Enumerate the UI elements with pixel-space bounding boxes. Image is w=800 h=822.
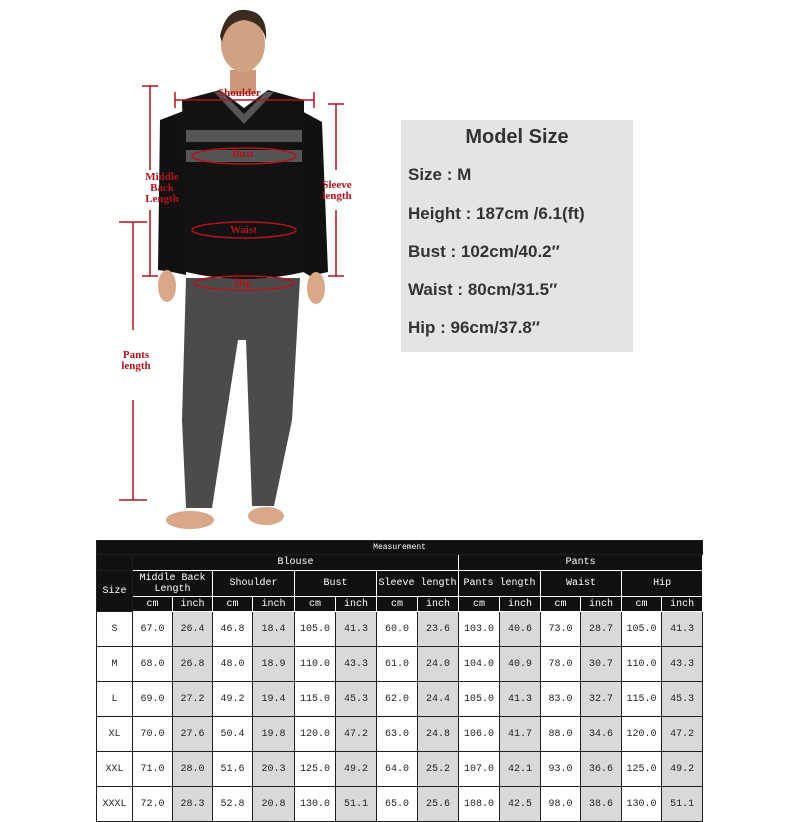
measurement-cell: 98.0 <box>541 787 581 822</box>
measurement-cell: 28.7 <box>581 612 622 647</box>
unit-header-row <box>97 597 703 612</box>
table-row <box>97 752 703 787</box>
measurement-cell: 49.2 <box>662 752 703 787</box>
table-row <box>97 717 703 752</box>
measurement-cell: 41.3 <box>336 612 377 647</box>
shoulder-label: Shoulder <box>218 87 261 99</box>
measurement-cell: 60.0 <box>377 612 418 647</box>
unit-inch-header: inch <box>500 597 541 612</box>
measurement-cell: 25.2 <box>418 752 459 787</box>
column-header-waist: Waist <box>541 571 622 597</box>
blouse-group-header: Blouse <box>133 555 459 571</box>
measurement-cell: 83.0 <box>541 682 581 717</box>
measurement-cell: 130.0 <box>622 787 662 822</box>
measurement-cell: 30.7 <box>581 647 622 682</box>
hip-label: Hip <box>234 277 252 289</box>
column-header-pants-length: Pants length <box>459 571 541 597</box>
measurement-cell: 115.0 <box>295 682 336 717</box>
measurement-cell: 115.0 <box>622 682 662 717</box>
unit-cm-header: cm <box>377 597 418 612</box>
table-row <box>97 612 703 647</box>
measurement-cell: 49.2 <box>336 752 377 787</box>
measurement-cell: 105.0 <box>459 682 500 717</box>
column-header-sleeve-length: Sleeve length <box>377 571 459 597</box>
measurement-cell: 27.6 <box>173 717 213 752</box>
measurement-cell: 24.8 <box>418 717 459 752</box>
measurement-cell: 28.0 <box>173 752 213 787</box>
pants-length-label: Pants length <box>121 349 151 372</box>
size-column-header: Size <box>97 571 133 612</box>
measurement-cell: 41.3 <box>662 612 703 647</box>
measurement-cell: 51.6 <box>213 752 253 787</box>
measurement-cell: 71.0 <box>133 752 173 787</box>
unit-inch-header: inch <box>253 597 295 612</box>
unit-cm-header: cm <box>213 597 253 612</box>
measurement-cell: 41.3 <box>500 682 541 717</box>
measurement-cell: 51.1 <box>336 787 377 822</box>
measurement-cell: 45.3 <box>662 682 703 717</box>
model-bust-value: Bust : 102cm/40.2″ <box>408 242 560 261</box>
unit-inch-header: inch <box>336 597 377 612</box>
size-cell: XXXL <box>97 787 133 822</box>
measurement-cell: 104.0 <box>459 647 500 682</box>
measurement-cell: 32.7 <box>581 682 622 717</box>
measurement-cell: 67.0 <box>133 612 173 647</box>
measurement-cell: 20.8 <box>253 787 295 822</box>
unit-cm-header: cm <box>133 597 173 612</box>
unit-inch-header: inch <box>662 597 703 612</box>
measurement-cell: 18.4 <box>253 612 295 647</box>
measurement-cell: 34.6 <box>581 717 622 752</box>
unit-inch-header: inch <box>418 597 459 612</box>
measurement-cell: 27.2 <box>173 682 213 717</box>
measurement-cell: 72.0 <box>133 787 173 822</box>
measurement-cell: 65.0 <box>377 787 418 822</box>
bust-label: Bust <box>232 148 254 160</box>
measurement-cell: 69.0 <box>133 682 173 717</box>
measurement-cell: 125.0 <box>622 752 662 787</box>
measurement-cell: 19.8 <box>253 717 295 752</box>
measurement-cell: 40.6 <box>500 612 541 647</box>
measurement-cell: 26.4 <box>173 612 213 647</box>
measurement-cell: 88.0 <box>541 717 581 752</box>
measurement-cell: 46.8 <box>213 612 253 647</box>
measurement-cell: 61.0 <box>377 647 418 682</box>
measurement-cell: 26.8 <box>173 647 213 682</box>
measurement-cell: 41.7 <box>500 717 541 752</box>
model-waist-value: Waist : 80cm/31.5″ <box>408 280 558 299</box>
column-header-hip: Hip <box>622 571 703 597</box>
measurement-cell: 52.8 <box>213 787 253 822</box>
measurement-cell: 106.0 <box>459 717 500 752</box>
model-size-value: Size : M <box>408 165 472 184</box>
sleeve-length-label: Sleeve length <box>322 179 352 202</box>
model-size-title: Model Size <box>465 126 569 148</box>
measurement-cell: 103.0 <box>459 612 500 647</box>
measurement-title: Measurement <box>97 541 703 555</box>
unit-inch-header: inch <box>173 597 213 612</box>
measurement-cell: 24.4 <box>418 682 459 717</box>
unit-cm-header: cm <box>295 597 336 612</box>
measurement-cell: 62.0 <box>377 682 418 717</box>
measurement-cell: 20.3 <box>253 752 295 787</box>
size-chart-body <box>97 612 703 822</box>
measurement-cell: 42.5 <box>500 787 541 822</box>
size-chart-table <box>96 540 703 822</box>
measurement-cell: 36.6 <box>581 752 622 787</box>
model-illustration <box>0 0 400 540</box>
measurement-cell: 63.0 <box>377 717 418 752</box>
measurement-cell: 43.3 <box>336 647 377 682</box>
measurement-cell: 19.4 <box>253 682 295 717</box>
measurement-cell: 18.9 <box>253 647 295 682</box>
measurement-cell: 130.0 <box>295 787 336 822</box>
measurement-cell: 93.0 <box>541 752 581 787</box>
waist-label: Waist <box>230 224 257 236</box>
size-group-spacer <box>97 555 133 571</box>
measurement-cell: 42.1 <box>500 752 541 787</box>
model-size-panel <box>401 120 633 352</box>
unit-cm-header: cm <box>541 597 581 612</box>
measurement-cell: 73.0 <box>541 612 581 647</box>
column-header-bust: Bust <box>295 571 377 597</box>
table-row <box>97 647 703 682</box>
measurement-cell: 25.6 <box>418 787 459 822</box>
model-figure <box>0 0 400 540</box>
model-hip-value: Hip : 96cm/37.8″ <box>408 318 540 337</box>
size-cell: XL <box>97 717 133 752</box>
table-row <box>97 787 703 822</box>
column-header-shoulder: Shoulder <box>213 571 295 597</box>
measurement-cell: 120.0 <box>295 717 336 752</box>
measurement-cell: 40.9 <box>500 647 541 682</box>
measurement-cell: 105.0 <box>622 612 662 647</box>
measurement-cell: 110.0 <box>295 647 336 682</box>
measurement-cell: 28.3 <box>173 787 213 822</box>
measurement-cell: 51.1 <box>662 787 703 822</box>
pants-group-header: Pants <box>459 555 703 571</box>
measurement-cell: 125.0 <box>295 752 336 787</box>
measurement-cell: 45.3 <box>336 682 377 717</box>
measurement-cell: 70.0 <box>133 717 173 752</box>
measurement-cell: 110.0 <box>622 647 662 682</box>
size-cell: M <box>97 647 133 682</box>
measurement-cell: 64.0 <box>377 752 418 787</box>
size-cell: S <box>97 612 133 647</box>
measurement-cell: 47.2 <box>662 717 703 752</box>
measurement-cell: 120.0 <box>622 717 662 752</box>
column-header-middle-back-length: Middle Back Length <box>133 571 213 597</box>
unit-cm-header: cm <box>622 597 662 612</box>
measurement-cell: 38.6 <box>581 787 622 822</box>
measurement-cell: 50.4 <box>213 717 253 752</box>
measurement-cell: 108.0 <box>459 787 500 822</box>
measurement-cell: 47.2 <box>336 717 377 752</box>
measurement-cell: 78.0 <box>541 647 581 682</box>
unit-inch-header: inch <box>581 597 622 612</box>
size-cell: XXL <box>97 752 133 787</box>
measurement-cell: 105.0 <box>295 612 336 647</box>
middle-back-length-label: Middle Back Length <box>145 171 179 205</box>
measurement-cell: 43.3 <box>662 647 703 682</box>
measurement-cell: 107.0 <box>459 752 500 787</box>
measurement-cell: 24.0 <box>418 647 459 682</box>
measurement-cell: 48.0 <box>213 647 253 682</box>
measurement-cell: 49.2 <box>213 682 253 717</box>
size-cell: L <box>97 682 133 717</box>
model-height-value: Height : 187cm /6.1(ft) <box>408 204 585 223</box>
unit-cm-header: cm <box>459 597 500 612</box>
measurement-cell: 23.6 <box>418 612 459 647</box>
measurement-cell: 68.0 <box>133 647 173 682</box>
table-row <box>97 682 703 717</box>
